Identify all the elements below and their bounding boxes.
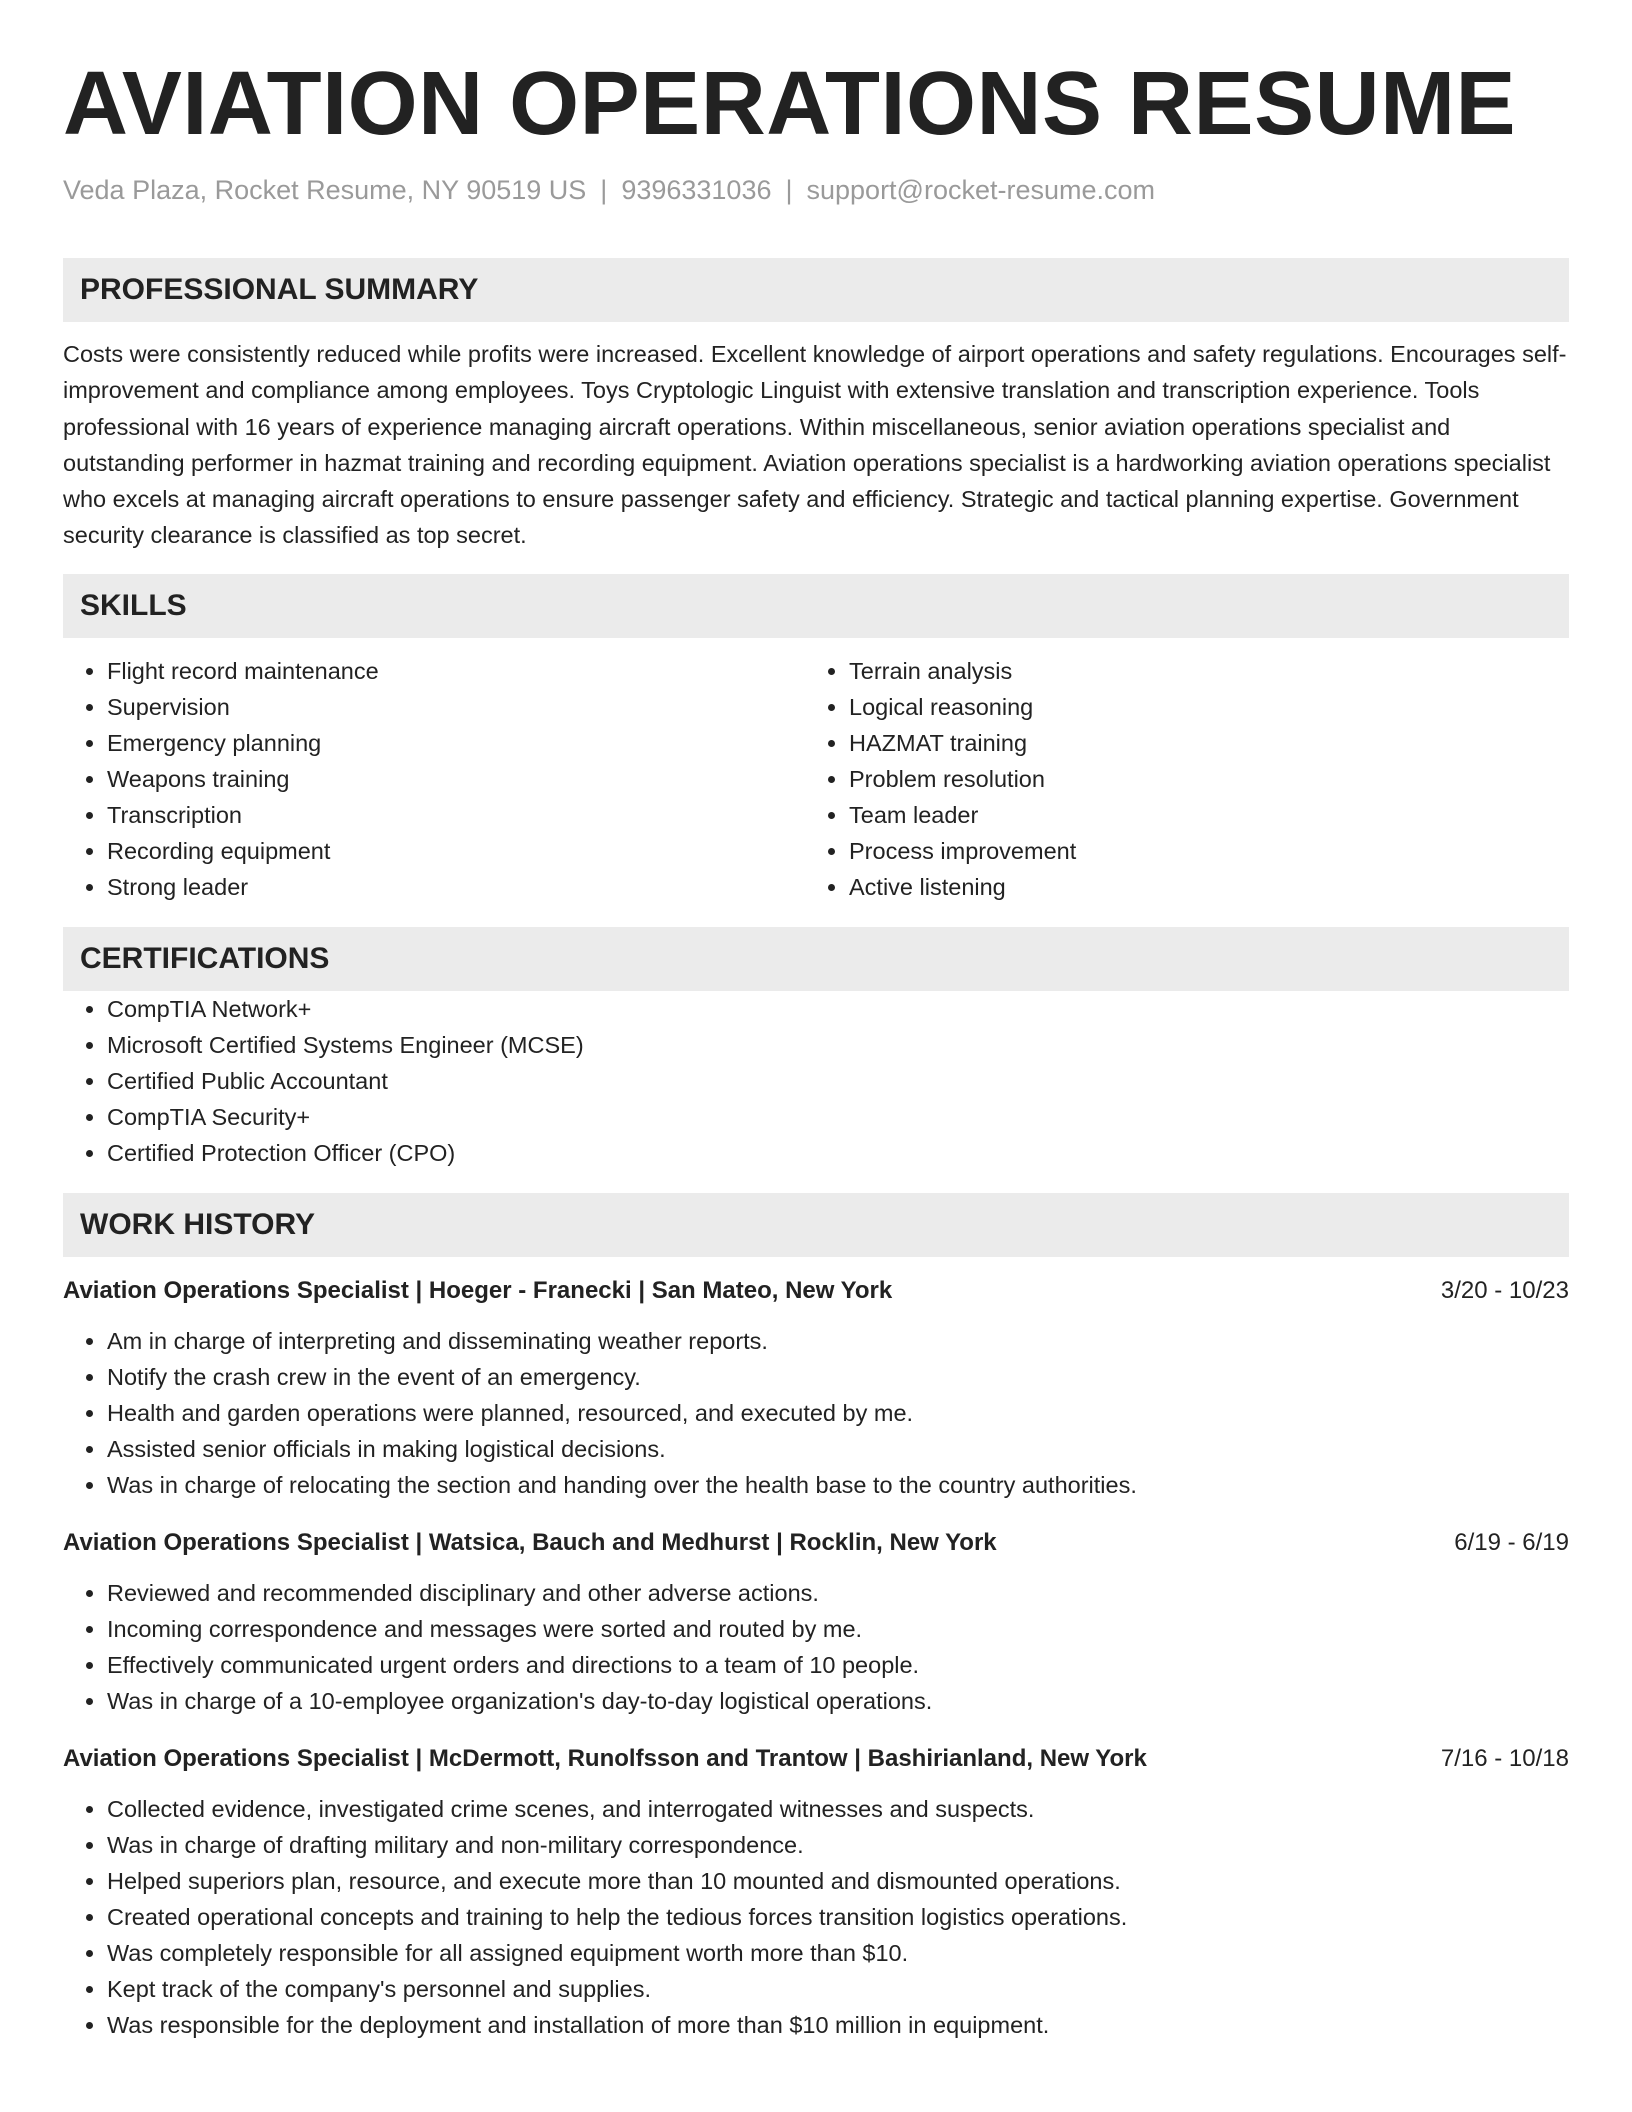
skills-list-right (805, 653, 1547, 905)
certification-item: • Certified Protection Officer (CPO) (107, 1135, 1569, 1171)
certification-item: • Certified Public Accountant (107, 1063, 1569, 1099)
job-bullet: • Effectively communicated urgent orders and directions to a team of 10 people. (107, 1647, 1569, 1683)
resume-title: AVIATION OPERATIONS RESUME (63, 54, 1517, 154)
job-bullet: • Collected evidence, investigated crime scenes, and interrogated witnesses and suspects. (107, 1791, 1569, 1827)
contact-address: Veda Plaza, Rocket Resume, NY 90519 US (63, 175, 587, 205)
skill-item: • Flight record maintenance (107, 653, 805, 689)
section-heading-summary: PROFESSIONAL SUMMARY (63, 258, 1569, 322)
summary-paragraph: Costs were consistently reduced while profits were increased. Excellent knowledge of airport operations and safety regulations. Encourages self-improvement and compliance among employees. Toys Cryptologic Linguist with extensive translation and transcription experience. Tools professional with 16 years of experience managing aircraft operations. Within miscellaneous, senior aviation operations specialist and outstanding performer in hazmat training and recording equipment. Aviation operations specialist is a hardworking aviation operations specialist who excels at managing aircraft operations to ensure passenger safety and efficiency. Strategic and tactical planning expertise. Government security clearance is classified as top secret. (63, 341, 1567, 549)
section-heading-work-history: WORK HISTORY (63, 1193, 1569, 1257)
certifications-list (63, 991, 1569, 1171)
job-bullet: • Helped superiors plan, resource, and execute more than 10 mounted and dismounted operations. (107, 1863, 1569, 1899)
job-header (63, 1525, 1569, 1561)
job-bullets (63, 1575, 1569, 1719)
skill-item: • HAZMAT training (849, 725, 1547, 761)
job-dates: 3/20 - 10/23 (1440, 1276, 1569, 1304)
certification-item: • CompTIA Security+ (107, 1099, 1569, 1135)
skill-item: • Process improvement (849, 833, 1547, 869)
job-bullet: • Reviewed and recommended disciplinary and other adverse actions. (107, 1575, 1569, 1611)
certification-item: • CompTIA Network+ (107, 991, 1569, 1027)
job-entry (63, 1525, 1569, 1719)
skill-item: • Strong leader (107, 869, 805, 905)
skills-grid (63, 653, 1569, 905)
job-bullet: • Notify the crash crew in the event of an emergency. (107, 1359, 1569, 1395)
section-heading-certifications: CERTIFICATIONS (63, 927, 1569, 991)
job-header (63, 1741, 1569, 1777)
job-bullets (63, 1791, 1569, 2043)
contact-separator: | (600, 175, 608, 205)
job-bullet: • Was in charge of a 10-employee organization's day-to-day logistical operations. (107, 1683, 1569, 1719)
job-entry (63, 1273, 1569, 1503)
job-bullets (63, 1323, 1569, 1503)
job-bullet: • Assisted senior officials in making logistical decisions. (107, 1431, 1569, 1467)
job-bullet: • Was in charge of relocating the section and handing over the health base to the country authorities. (107, 1467, 1569, 1503)
skill-item: • Transcription (107, 797, 805, 833)
job-entry (63, 1741, 1569, 2043)
job-title: Aviation Operations Specialist | Hoeger - Franecki | San Mateo, New York (63, 1276, 893, 1304)
skills-list-left (63, 653, 805, 905)
job-bullet: • Kept track of the company's personnel and supplies. (107, 1971, 1569, 2007)
job-bullet: • Was in charge of drafting military and non-military correspondence. (107, 1827, 1569, 1863)
skill-item: • Recording equipment (107, 833, 805, 869)
skill-item: • Active listening (849, 869, 1547, 905)
skill-item: • Terrain analysis (849, 653, 1547, 689)
job-dates: 7/16 - 10/18 (1440, 1744, 1569, 1772)
job-bullet: • Am in charge of interpreting and disseminating weather reports. (107, 1323, 1569, 1359)
skill-item: • Emergency planning (107, 725, 805, 761)
certification-item: • Microsoft Certified Systems Engineer (MCSE) (107, 1027, 1569, 1063)
job-bullet: • Was responsible for the deployment and installation of more than $10 million in equipment. (107, 2007, 1569, 2043)
job-bullet: • Created operational concepts and training to help the tedious forces transition logistics operations. (107, 1899, 1569, 1935)
job-header (63, 1273, 1569, 1309)
contact-separator: | (785, 175, 793, 205)
skill-item: • Supervision (107, 689, 805, 725)
skill-item: • Team leader (849, 797, 1547, 833)
job-bullet: • Incoming correspondence and messages were sorted and routed by me. (107, 1611, 1569, 1647)
contact-phone: 9396331036 (621, 175, 772, 205)
contact-email: support@rocket-resume.com (806, 175, 1156, 205)
section-heading-skills: SKILLS (63, 574, 1569, 638)
job-title: Aviation Operations Specialist | McDermott, Runolfsson and Trantow | Bashirianland, New York (63, 1744, 1147, 1772)
skills-column-right (805, 653, 1547, 905)
contact-line (63, 172, 1569, 208)
job-bullet: • Health and garden operations were planned, resourced, and executed by me. (107, 1395, 1569, 1431)
skills-column-left (63, 653, 805, 905)
skill-item: • Problem resolution (849, 761, 1547, 797)
skill-item: • Weapons training (107, 761, 805, 797)
skill-item: • Logical reasoning (849, 689, 1547, 725)
job-dates: 6/19 - 6/19 (1454, 1528, 1569, 1556)
job-bullet: • Was completely responsible for all assigned equipment worth more than $10. (107, 1935, 1569, 1971)
job-title: Aviation Operations Specialist | Watsica, Bauch and Medhurst | Rocklin, New York (63, 1528, 997, 1556)
